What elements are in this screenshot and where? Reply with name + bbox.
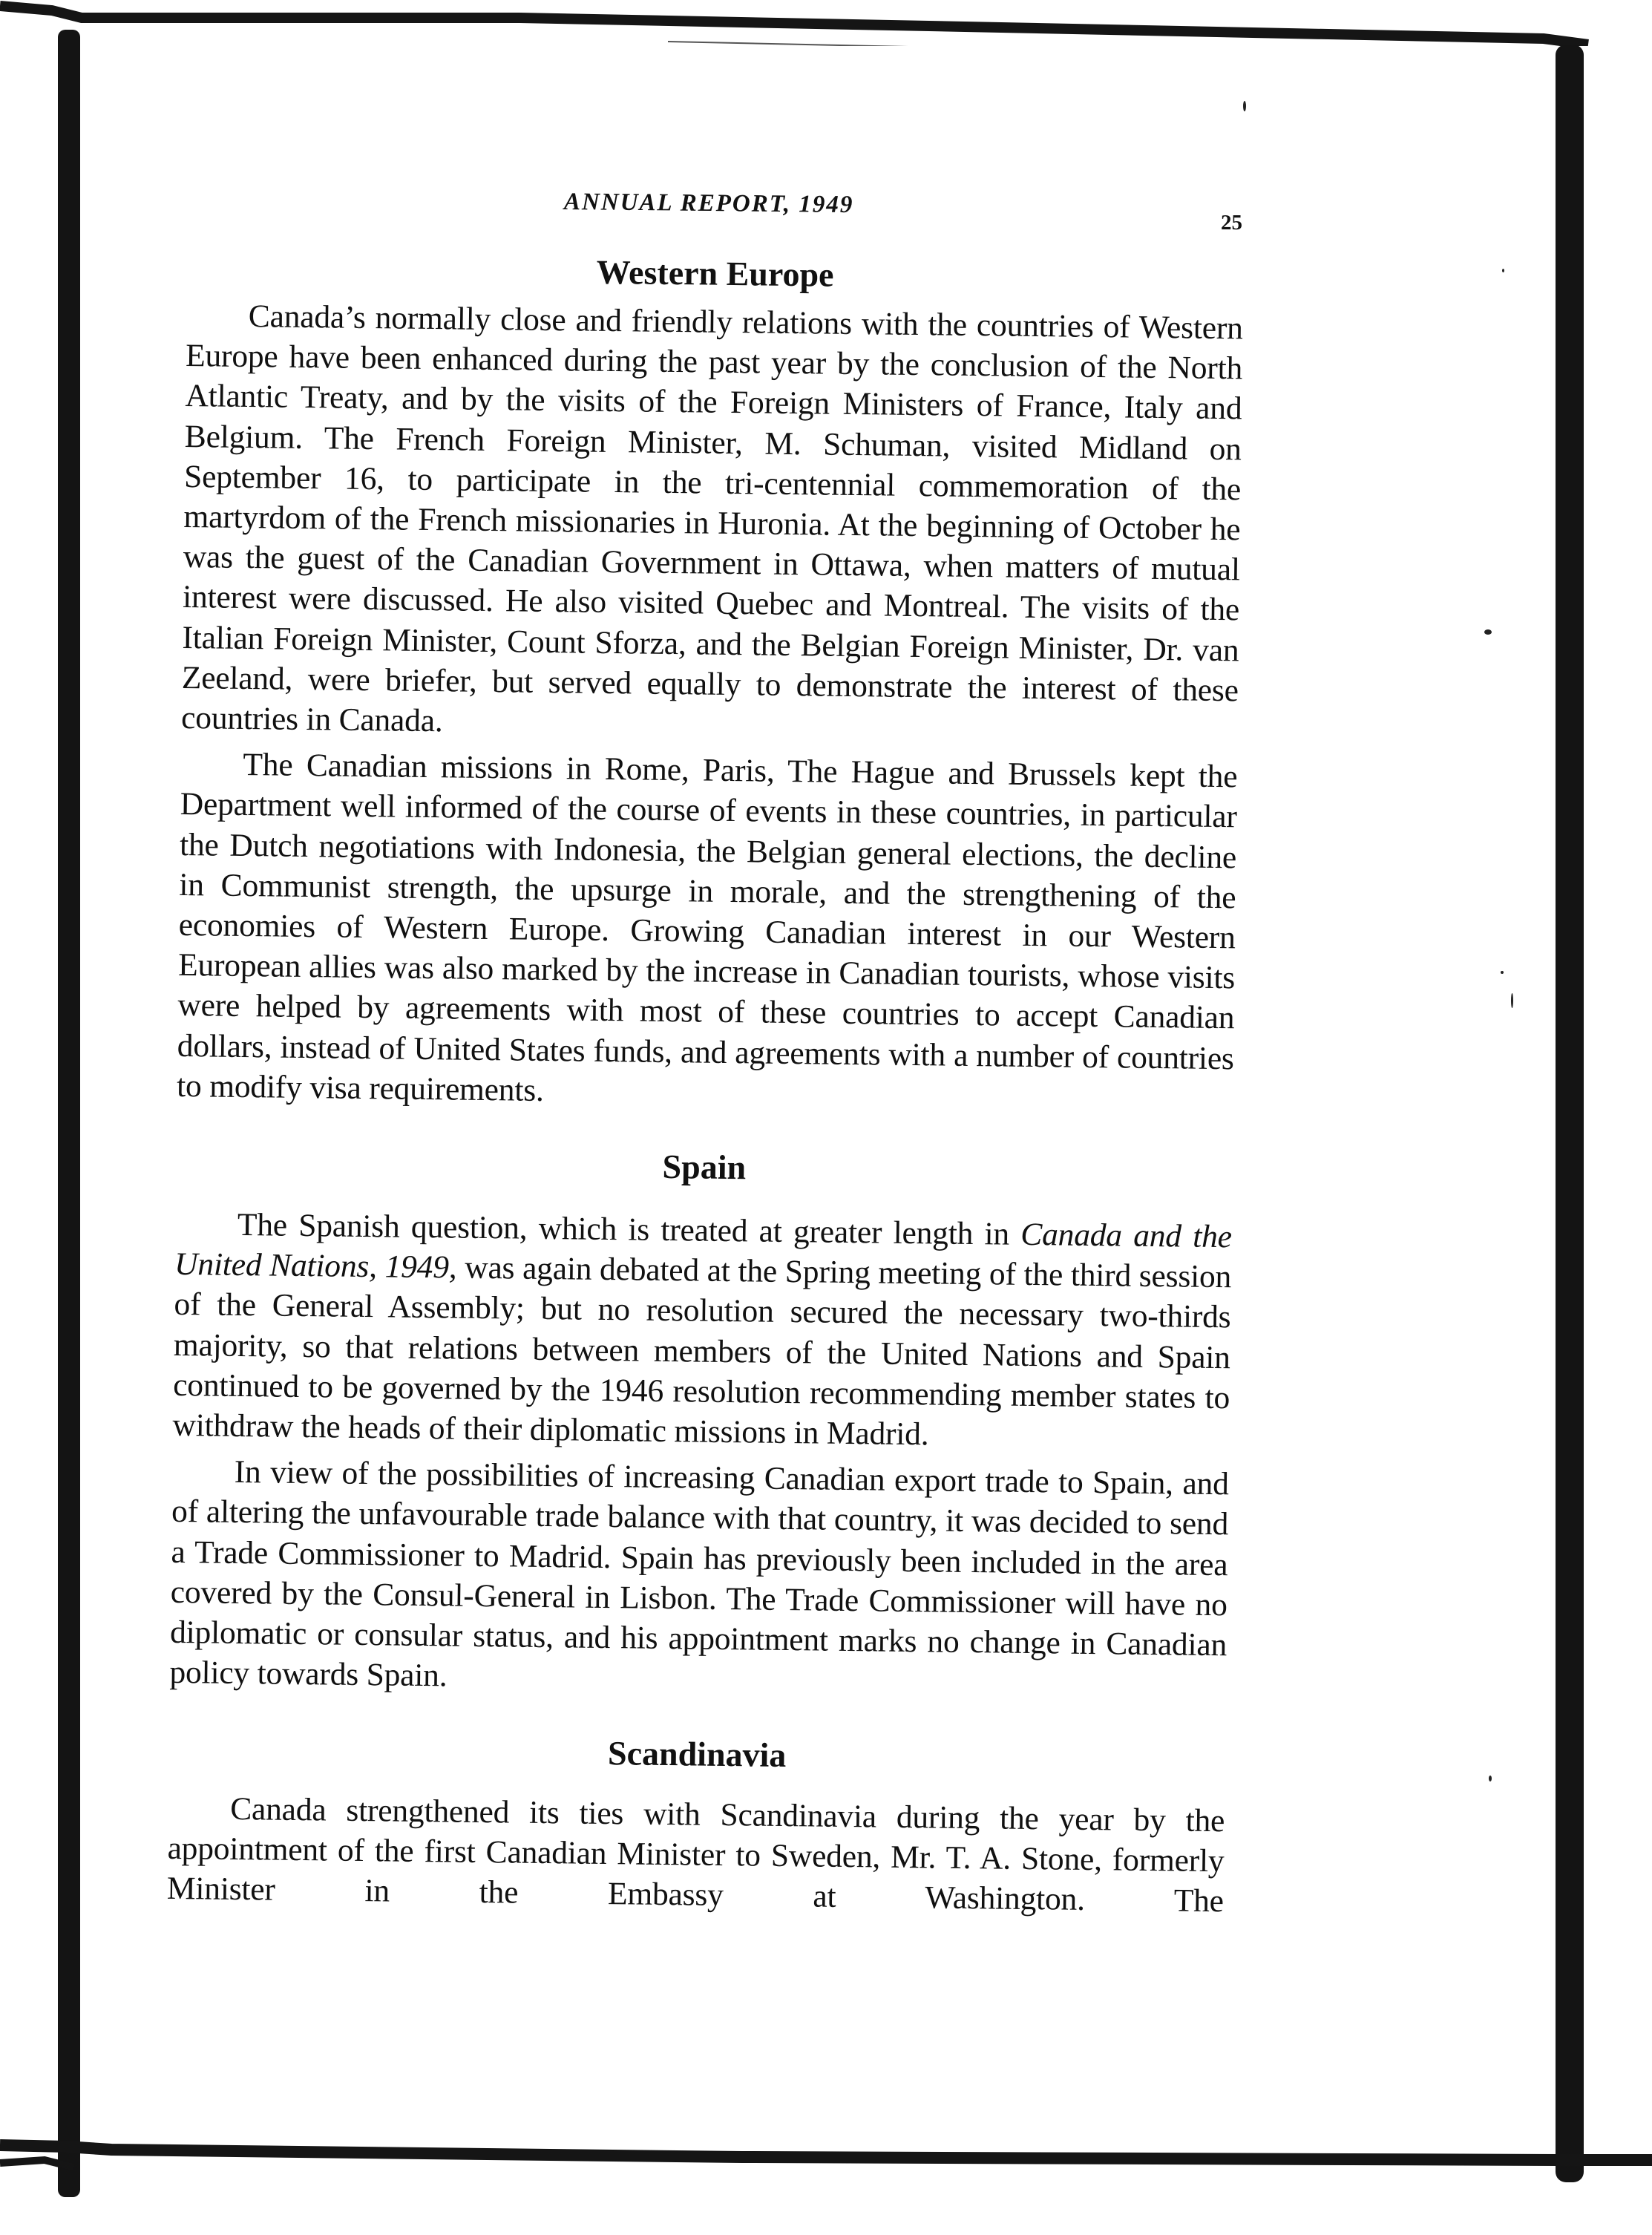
scan-speck (1243, 101, 1246, 111)
paragraph: Canada strengthened its ties with Scandinavia during the year by the appointment of the first Canadian Minister to Sweden, Mr. T. A. Stone, formerly Minister in the Embassy at Washington. The (166, 1790, 1225, 1920)
running-head: ANNUAL REPORT, 1949 (563, 188, 854, 219)
paragraph: The Canadian missions in Rome, Paris, The Hague and Brussels kept the Department well informed of the course of events in these countries, in particular the Dutch negotiations with Indonesia, the Belgian general elections, the decline in Communist strength, the upsurge in morale, and the strengthening of the economies of Western Europe. Growing Canadian interest in our Western European allies was also marked by the increase in Canadian tourists, whose visits were helped by agreements with most of these countries to accept Canadian dollars, instead of United States funds, and agreements with a number of countries to modify visa requirements. (176, 747, 1238, 1108)
section-heading-spain: Spain (662, 1147, 747, 1187)
paragraph-text: was again debated at the Spring meeting of the third session of the General Assembly; but no resolution secured the necessary two-thirds majority, so that relations between members of the United Nations and Spain continued to be governed by the 1946 resolution recommending member states to withdraw the heads of their diplomatic missions in Madrid. (172, 1249, 1232, 1453)
scan-bottom-edge (0, 2138, 1652, 2235)
section-heading-western-europe: Western Europe (596, 252, 834, 294)
paragraph-text: The Spanish question, which is treated at greater length in (237, 1206, 1021, 1252)
section-heading-scandinavia: Scandinavia (607, 1733, 787, 1774)
scan-right-edge (1556, 45, 1584, 2182)
text-column (167, 245, 1244, 1921)
paragraph (172, 1204, 1232, 1459)
scan-left-edge (58, 30, 80, 2197)
paragraph: In view of the possibilities of increasing Canadian export trade to Spain, and of altering the unfavourable trade balance with that country, it was decided to send a Trade Commissioner to Madrid. Spain has previously been included in the area covered by the Consul-General in Lisbon. The Trade Commissioner will have no diplomatic or consular status, and his appointment marks no change in Canadian policy towards Spain. (169, 1454, 1230, 1694)
scan-speck (1489, 1776, 1492, 1781)
page-number: 25 (1221, 211, 1242, 235)
italic-publication-title: Canada and the United Nations, 1949, (174, 1216, 1233, 1286)
paragraph: Canada’s normally close and friendly relations with the countries of Western Europe have been enhanced during the past year by the conclusion of the North Atlantic Treaty, and by the visits of the Foreign Ministers of France, Italy and Belgium. The French Foreign Minister, M. Schuman, visited Midland on September 16, to participate in the tri-centennial commemoration of the martyrdom of the French missionaries in Huronia. At the beginning of October he was the guest of the Canadian Government in Ottawa, when matters of mutual interest were discussed. He also visited Quebec and Montreal. The visits of the Italian Foreign Minister, Count Sforza, and the Belgian Foreign Minister, Dr. van Zeeland, were briefer, but served equally to demonstrate the interest of these countries in Canada. (180, 298, 1244, 739)
scan-speck (1502, 269, 1504, 272)
scan-top-edge (0, 0, 1652, 46)
scan-speck (1511, 993, 1513, 1008)
scan-speck (1484, 629, 1492, 635)
scan-speck (1501, 971, 1504, 974)
